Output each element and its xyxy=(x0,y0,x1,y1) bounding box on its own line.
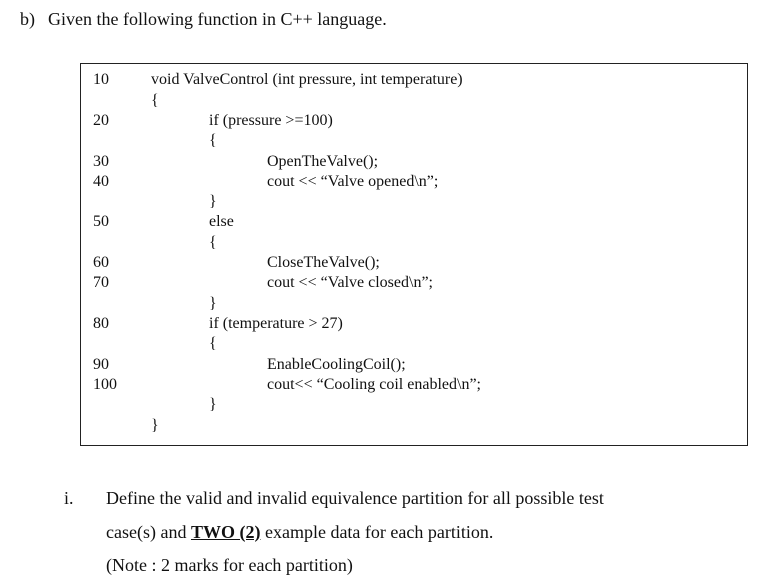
line-number: 70 xyxy=(93,274,109,291)
code-line: OpenTheValve(); xyxy=(267,153,379,170)
code-line: void ValveControl (int pressure, int temperature) xyxy=(151,71,463,88)
code-row xyxy=(81,70,741,90)
code-row xyxy=(81,212,741,232)
line-number: 100 xyxy=(93,376,117,393)
code-line: } xyxy=(151,417,159,434)
code-line: { xyxy=(151,92,159,109)
code-line: CloseTheValve(); xyxy=(267,254,380,271)
code-line: } xyxy=(209,193,217,210)
line-number: 60 xyxy=(93,254,109,271)
code-line: EnableCoolingCoil(); xyxy=(267,356,406,373)
code-row xyxy=(81,91,741,111)
code-row xyxy=(81,375,741,395)
code-listing-box xyxy=(80,63,748,446)
line-number: 90 xyxy=(93,356,109,373)
code-row xyxy=(81,233,741,253)
code-line: if (pressure >=100) xyxy=(209,112,333,129)
line-number: 10 xyxy=(93,71,109,88)
code-line: if (temperature > 27) xyxy=(209,315,343,332)
code-line: { xyxy=(209,234,217,251)
question-label: b) xyxy=(20,9,35,29)
sub-question-line-2 xyxy=(106,520,493,544)
sub-question-note: (Note : 2 marks for each partition) xyxy=(106,555,353,575)
line-number: 80 xyxy=(93,315,109,332)
sub-question-emphasis: TWO (2) xyxy=(190,522,261,542)
code-row xyxy=(81,131,741,151)
code-line: { xyxy=(209,335,217,352)
line-number: 20 xyxy=(93,112,109,129)
question-heading xyxy=(20,8,387,30)
sub-question-line-2-end: example data for each partition. xyxy=(260,522,494,542)
code-line: cout << “Valve closed\n”; xyxy=(267,274,433,291)
sub-question-line-1: Define the valid and invalid equivalence partition for all possible test xyxy=(106,488,604,508)
line-number: 30 xyxy=(93,153,109,170)
code-row xyxy=(81,395,741,415)
code-row xyxy=(81,416,741,436)
code-line: } xyxy=(209,295,217,312)
question-heading-text: Given the following function in C++ language. xyxy=(48,9,387,29)
line-number: 40 xyxy=(93,173,109,190)
code-row xyxy=(81,355,741,375)
code-row xyxy=(81,273,741,293)
sub-question-roman: i. xyxy=(64,488,74,508)
sub-question-line-2-start: case(s) and xyxy=(106,522,191,542)
code-row xyxy=(81,192,741,212)
code-line: { xyxy=(209,132,217,149)
code-row xyxy=(81,111,741,131)
line-number: 50 xyxy=(93,213,109,230)
code-line: } xyxy=(209,396,217,413)
code-line: cout<< “Cooling coil enabled\n”; xyxy=(267,376,481,393)
code-row xyxy=(81,152,741,172)
code-line: else xyxy=(209,213,234,230)
code-row xyxy=(81,294,741,314)
code-row xyxy=(81,253,741,273)
code-row xyxy=(81,334,741,354)
code-row xyxy=(81,314,741,334)
code-line: cout << “Valve opened\n”; xyxy=(267,173,439,190)
code-row xyxy=(81,172,741,192)
